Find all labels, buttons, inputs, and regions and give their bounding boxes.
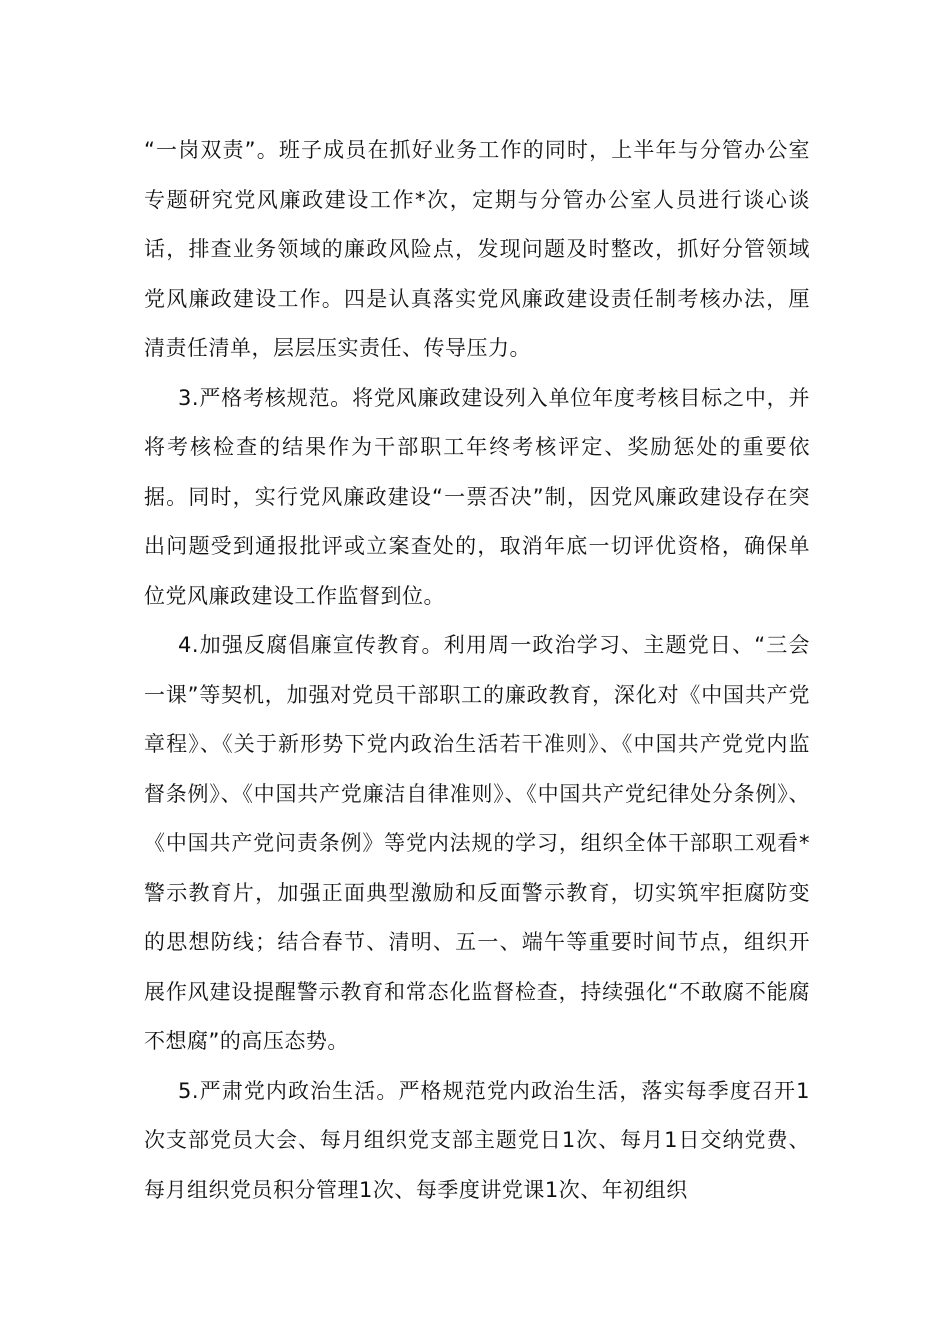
paragraph-4-anti-corruption-education: 4.加强反腐倡廉宣传教育。利用周一政治学习、主题党日、“三会一课”等契机，加强对党员干部职工的廉政教育，深化对《中国共产党章程》、《关于新形势下党内政治生活若干准则》、《中国共产党党内监督条例》、《中国共产党廉洁自律准则》、《中国共产党纪律处分条例》、《中国共产党问责条例》等党内法规的学习，组织全体干部职工观看*警示教育片，加强正面典型激励和反面警示教育，切实筑牢拒腐防变的思想防线；结合春节、清明、五一、端午等重要时间节点，组织开展作风建设提醒警示教育和常态化监督检查，持续强化“不敢腐不能腐不想腐”的高压态势。 (144, 633, 810, 1053)
paragraph-5-party-political-life: 5.严肃党内政治生活。严格规范党内政治生活，落实每季度召开1次支部党员大会、每月组织党支部主题党日1次、每月1日交纳党费、每月组织党员积分管理1次、每季度讲党课1次、年初组织 (144, 1078, 810, 1202)
paragraph-continuation: “一岗双责”。班子成员在抓好业务工作的同时，上半年与分管办公室专题研究党风廉政建设工作*次，定期与分管办公室人员进行谈心谈话，排查业务领域的廉政风险点，发现问题及时整改，抓好分管领域党风廉政建设工作。四是认真落实党风廉政建设责任制考核办法，厘清责任清单，层层压实责任、传导压力。 (144, 138, 810, 360)
document-body (144, 126, 810, 1215)
paragraph-3-strict-assessment: 3.严格考核规范。将党风廉政建设列入单位年度考核目标之中，并将考核检查的结果作为干部职工年终考核评定、奖励惩处的重要依据。同时，实行党风廉政建设“一票否决”制，因党风廉政建设存在突出问题受到通报批评或立案查处的，取消年底一切评优资格，确保单位党风廉政建设工作监督到位。 (144, 385, 810, 608)
